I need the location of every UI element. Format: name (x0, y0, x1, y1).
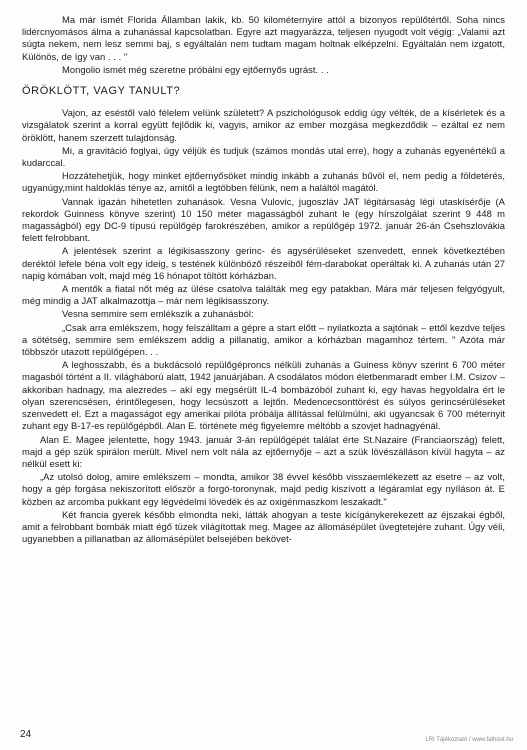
paragraph-6: A mentők a fiatal nőt még az ülése csatolva találták meg egy patakban. Mára már teljesen felgyógyult, még mindig a JAT alkalmazottja – már nem légikisasszony. (22, 283, 505, 307)
paragraph-7: Vesna semmire sem emlékszik a zuhanásból: (62, 308, 254, 320)
paragraph-4: Vannak igazán hihetetlen zuhanások. Vesna Vulovic, jugoszláv JAT légitársaság légi utaskísérője (A rekordok Guinness könyve szerint) 10 150 méter magasságból zuhant le (egy hírszolgálat szerint 9 448 m magasságból) egy DC-9 típusú repülőgép farokrészében, amikor a repülőgép 1972. január 26-án Csehszlovákia felett felrobbant. (22, 195, 505, 244)
paragraph-8: A leghosszabb, és a bukdácsoló repülőgéproncs nélküli zuhanás a Guiness könyv szerint 6 700 méter magasból történt a II. világháború alatt, 1942 januárjában. A csodálatos módon életbenmaradt ember I.M. Csizov – akkoriban hadnagy, ma alezredes – akí egy megsérült IL-4 bombázóból zuhant ki, egy havas hegyoldalra ért le olyan szerencsésen, érintőlegesen, hogy lecsúszott a lejtőn. Medencecsonttörést és súlyos gerincsérüléseket szenvedett el. Ezt a magasságot egy amerikai pilóta próbálja állítással felülmúlni, aki ugyancsak 6 700 méternyit zuhant egy B-17-es repülőgépből. Alan E. története még figyelemre méltóbb a szovjet hadnagyénál. (22, 359, 505, 432)
paragraph-10: Két francia gyerek később elmondta neki, látták ahogyan a teste kicígánykerekezett az éjszakai égből, amit a felrobbant bombák miatt égő tüzek világítottak meg. Magee az állomásépület üvegtetejére zuhant. Úgy véli, ugyanebben a pillanatban az állomásépület belsejében bekövet- (22, 508, 505, 545)
intro-paragraph-2: Mongolio ismét még szeretne próbálni egy ejtőernyős ugrást. . . (62, 63, 329, 75)
paragraph-2: Mi, a gravitáció foglyai, úgy véljük és tudjuk (számos mondás utal erre), hogy a zuhanás egyenértékű a kudarccal. (22, 144, 505, 169)
paragraph-9: Alan E. Magee jelentette, hogy 1943. január 3-án repülőgépét találat érte St.Nazaire (Franciaország) felett, majd a gép szük spirálon merült. Mivel nem volt nála az ejtőernyője – azt a szük lövészálláson kívül hagyta – az nélkül esett ki: (22, 433, 505, 469)
page-number: 24 (20, 729, 32, 740)
paragraph-1: Vajon, az eséstől való félelem velünk született? A pszichológusok eddig úgy vélték, de a kísérletek és a vizsgálatok szerint a korral együtt fejlődik ki, vagyis, amikor az ember mozgása megkezdődik – ezáltal ez nem öröklött, hanem szerzett tulajdonság. (22, 107, 505, 143)
watermark: LRI Tájékoztató / www.falhout.hu (425, 737, 513, 743)
intro-paragraph-1: Ma már ismét Florida Államban lakik, kb. 50 kilométernyire attól a bizonyos repülőtértől. Soha nincs lidércnyomásos álma a zuhanással kapcsolatban. Egyre azt magyarázza, teljesen nyugodt volt végig: „Valami azt súgta nekem, nem lesz semmi baj, s egyáltalán nem tudtam magam holtnak elképzelni. Egyáltalán nem izgatott, Különös, de így van . . . " (22, 14, 505, 62)
quote-paragraph-1: „Csak arra emlékszem, hogy felszálltam a gépre a start előtt – nyilatkozta a sajtónak – ettől kezdve teljes a sötétség, semmire sem emlékszem addig a pillanatig, amikor a kórházban magamhoz tértem. " Azóta már többször utazott repülőgépen. . . (22, 321, 505, 358)
paragraph-3: Hozzátehetjük, hogy minket ejtőernyősöket mindig inkább a zuhanás bűvöl el, nem pedig a földetérés, ugyanúgy,mint haldoklás ténye az, amitől a legtöbben félünk, nem a haláltól magától. (22, 170, 505, 194)
section-title: ÖRÖKLÖTT, VAGY TANULT? (22, 85, 181, 98)
quote-paragraph-2: „Az utolsó dolog, amire emlékszem – mondta, amikor 38 évvel később visszaemlékezett az esetre – az volt, hogy a gép forgása nekiszorított először a forgó-toronynak, majd pedig kiszívott a légáramlat egy nyíláson át. E közben az arcomba pukkant egy légvédelmi lövedék és az oxigénmaszkom leszakadt." (22, 471, 505, 507)
paragraph-5: A jelentések szerint a légikisasszony gerinc- és agysérüléseket szenvedett, ennek következtében deréktól lefele béna volt egy ideig, s testének különböző részeiből fém-darabokat operáltak ki. A zuhanás után 27 napig kómában volt, majd még 16 hónapot töltött kórházban. (22, 245, 505, 281)
